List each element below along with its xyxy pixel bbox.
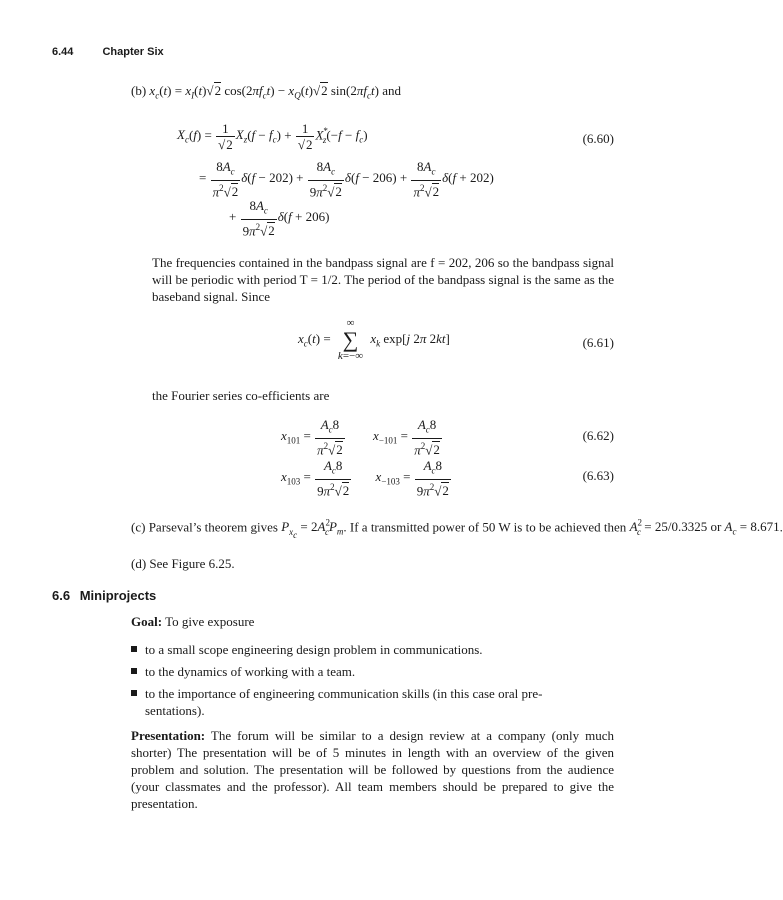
presentation-paragraph — [131, 727, 614, 812]
eq-661: $x_c(t)$ = ∞ ∑ k=−∞ $x_k$ exp[j 2π 2kt] — [298, 317, 450, 362]
part-b-intro — [131, 82, 401, 105]
eq-660-line1: $X_c(f)$ = $\frac{1}{√2}$ $X_z(f - f_c)$ + $\frac{1}{√2}$ $X^*_z(-f - f_c)$ — [177, 121, 368, 152]
part-c-text-c: . — [779, 519, 783, 535]
list-item: to the dynamics of working with a team. — [131, 663, 355, 680]
list-item: to a small scope engineering design problem in communications. — [131, 641, 483, 658]
eq-663-number: (6.63) — [582, 468, 614, 483]
section-number: 6.6 — [52, 588, 71, 603]
bullet-square-icon — [131, 646, 137, 652]
goal-text: To give exposure — [165, 614, 255, 629]
list-item-continuation: sentations). — [145, 703, 205, 718]
eq-662-number: (6.62) — [582, 428, 614, 443]
part-b-label: (b) — [131, 83, 147, 98]
running-header — [52, 46, 164, 58]
bullet-square-icon — [131, 690, 137, 696]
goal-line — [131, 613, 254, 630]
eq-660-line3: + $\frac{8A_c}{9\pi^2√2}$ δ(f + 206) — [229, 198, 330, 238]
presentation-text: The forum will be similar to a design review at a company (only much shorter) The presentation will be of 5 minutes in length with an overview of the given problem and solution. The presentation will be followed by questions from the audience (your classmates and the professor). All team members should be prepared to give the presentation. — [131, 728, 614, 811]
part-b-equation: $x_c(t) = x_I(t)√2$ $\cos(2\pi f_ct) - x_Q(t)√2$ $\sin(2\pi f_ct)$ — [149, 83, 379, 101]
list-item: to the importance of engineering communication skills (in this case oral pre- — [131, 685, 542, 702]
bandpass-paragraph: The frequencies contained in the bandpass signal are f = 202, 206 so the bandpass signal will be periodic with period T = 1/2. The period of the bandpass signal is the same as the baseband signal. Since — [152, 255, 614, 304]
part-d-text: See Figure 6.25. — [149, 556, 235, 571]
part-b-suffix: and — [382, 83, 401, 98]
eq-661-number: (6.61) — [582, 335, 614, 350]
part-c-text-b: . If a transmitted power of 50 W is to be achieved then — [343, 519, 627, 535]
presentation-label: Presentation: — [131, 728, 206, 743]
eq-660-line2: = $\frac{8A_c}{\pi^2√2}$ δ(f − 202) + $\frac{8A_c}{9\pi^2√2}$ δ(f − 206) + $\frac{8A_c}{\pi^2√2}$ δ(f + 202) — [199, 159, 494, 199]
page-number: 6.44 — [52, 46, 74, 58]
section-heading — [52, 588, 156, 603]
part-d-label: (d) — [131, 556, 147, 571]
fourier-text: the Fourier series co-efficients are — [152, 388, 330, 403]
bullet-square-icon — [131, 668, 137, 674]
part-c-label: (c) — [131, 519, 146, 535]
part-d — [131, 555, 235, 572]
eq-662: $x_{101}$ = $\frac{A_c8}{\pi^2√2}$ $x_{-101}$ = $\frac{A_c8}{\pi^2√2}$ — [281, 417, 440, 457]
chapter-title: Chapter Six — [102, 46, 164, 58]
eq-663: $x_{103}$ = $\frac{A_c8}{9\pi^2√2}$ $x_{-103}$ = $\frac{A_c8}{9\pi^2√2}$ — [281, 458, 449, 498]
part-c-text-a: Parseval’s theorem gives — [148, 519, 278, 535]
goal-label: Goal: — [131, 614, 163, 629]
section-title: Miniprojects — [79, 588, 157, 603]
eq-660-number: (6.60) — [582, 131, 614, 146]
part-c-line1: (c) Parseval’s theorem gives $P_{x_c} = 2A^2_cP_m$. If a transmitted power of 50 W is to be achieved then $A^2_c = 25/0.3325$ or $A_c = 8.671$. — [131, 518, 783, 540]
